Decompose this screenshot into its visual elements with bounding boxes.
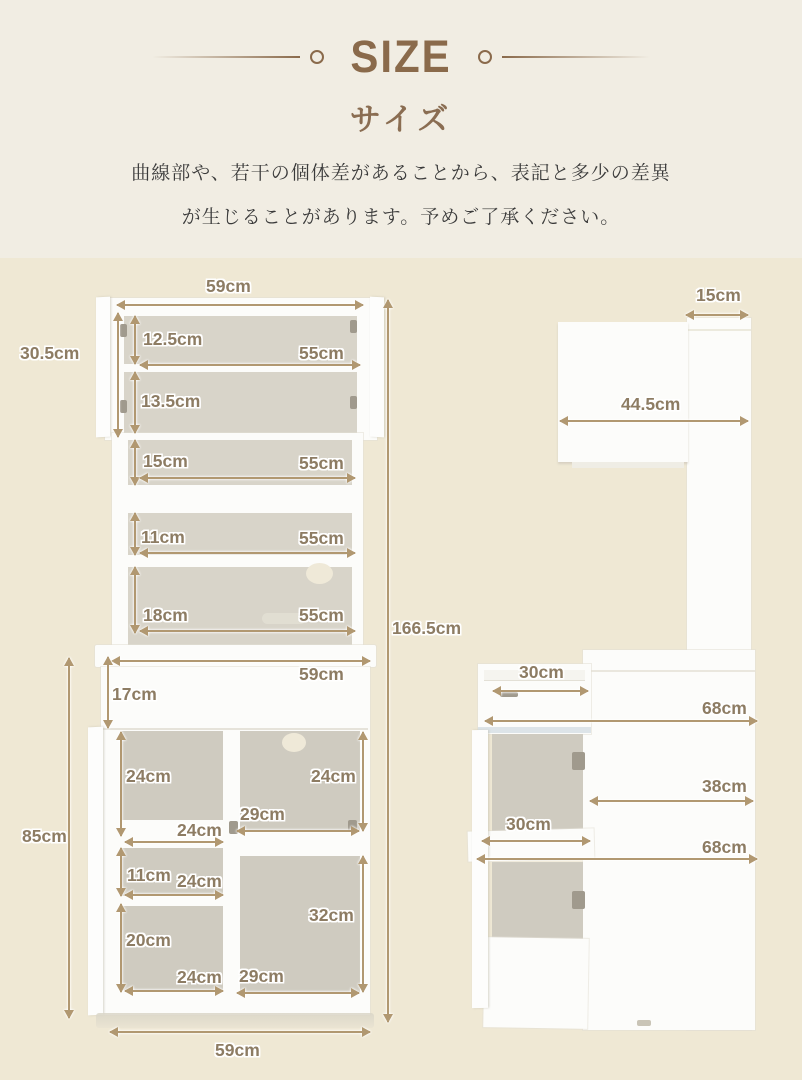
arrow-front-right-shelf-width [237, 830, 359, 832]
arrow-front-sec3-height [134, 440, 136, 485]
floor-shadow [96, 1013, 374, 1028]
arrow-front-right2-height [362, 856, 364, 992]
arrow-front-right1-height [362, 732, 364, 831]
arrow-front-sec4-width [140, 552, 355, 554]
arrow-side-slide-total [477, 858, 757, 860]
header-section [0, 0, 802, 258]
arrow-front-left3-width [125, 990, 223, 992]
deco-ring-right-icon [478, 50, 492, 64]
dim-front-right-shelf-width: 29cm [240, 804, 285, 824]
side-column-cap-line [687, 329, 751, 331]
dim-side-slide-total: 68cm [702, 837, 747, 857]
side-door-edge [472, 730, 488, 1008]
dim-front-total-height: 166.5cm [392, 618, 462, 638]
side-upper-box-step [572, 462, 684, 468]
hinge-mark [572, 752, 585, 770]
cable-hole [306, 563, 333, 584]
dim-front-top-width: 59cm [206, 276, 251, 296]
arrow-front-bottom-width [110, 1031, 370, 1033]
arrow-front-sec3-width [140, 477, 355, 479]
arrow-front-left1-width [125, 841, 223, 843]
side-base-mark [637, 1020, 651, 1026]
dim-side-drawer-pullout: 30cm [519, 662, 564, 682]
dim-side-drawer-total: 68cm [702, 698, 747, 718]
arrow-side-top-depth [686, 314, 748, 316]
arrow-side-upper-depth [560, 420, 748, 422]
dim-front-sec2-height: 13.5cm [141, 391, 201, 411]
dim-front-left1-width: 24cm [177, 820, 222, 840]
arrow-front-counter-width [112, 660, 370, 662]
drawer-slide-mark [500, 692, 518, 697]
dim-front-sec5-width: 55cm [299, 605, 344, 625]
arrow-front-upper-height [117, 313, 119, 437]
dim-front-left3-width: 24cm [177, 967, 222, 987]
dim-side-body-depth: 38cm [702, 776, 747, 796]
dim-front-lower-height: 85cm [22, 826, 67, 846]
dim-front-right2-height: 32cm [309, 905, 354, 925]
dim-front-counter-width: 59cm [299, 664, 344, 684]
dim-front-left2-height: 11cm [127, 865, 171, 885]
dim-side-slide-pullout: 30cm [506, 814, 551, 834]
dim-front-sec4-height: 11cm [141, 527, 185, 547]
hinge-mark [572, 891, 585, 909]
arrow-front-lower-height [68, 658, 70, 1018]
dim-front-upper-height: 30.5cm [20, 343, 80, 363]
arrow-front-right2-width [237, 992, 359, 994]
arrow-front-sec5-height [134, 567, 136, 633]
side-lower-door-front [483, 937, 589, 1029]
dim-front-sec1-width: 55cm [299, 343, 344, 363]
arrow-side-body-depth [590, 800, 753, 802]
dim-front-sec4-width: 55cm [299, 528, 344, 548]
title-row [0, 31, 802, 82]
arrow-front-left1-height [120, 732, 122, 836]
dim-front-sec1-height: 12.5cm [143, 329, 203, 349]
hinge-mark [350, 320, 357, 333]
dim-front-sec3-width: 55cm [299, 453, 344, 473]
side-upper-box [558, 322, 688, 462]
side-drawer-rail [478, 727, 591, 733]
dim-front-drawer-height: 17cm [112, 684, 157, 704]
deco-ring-left-icon [310, 50, 324, 64]
arrow-side-drawer-total [485, 720, 757, 722]
front-wall-door-left [96, 297, 110, 438]
deco-line-left [152, 56, 300, 58]
arrow-front-sec1-height [134, 316, 136, 364]
dim-side-upper-depth: 44.5cm [621, 394, 681, 414]
deco-line-right [502, 56, 650, 58]
page-title: SIZE [350, 31, 452, 82]
front-lower-door-left [88, 727, 103, 1016]
cable-hole [282, 733, 306, 752]
size-note-line2: が生じることがあります。予めご了承ください。 [181, 207, 621, 228]
hinge-mark [120, 400, 127, 413]
hinge-mark [120, 324, 127, 337]
arrow-side-slide-pullout [482, 840, 590, 842]
arrow-front-sec4-height [134, 513, 136, 555]
arrow-front-total-height [387, 300, 389, 1022]
arrow-side-drawer-pullout [493, 690, 588, 692]
dim-front-left3-height: 20cm [126, 930, 171, 950]
front-drawer-divider [103, 728, 368, 730]
front-wall-door-right [370, 297, 384, 438]
dim-front-bottom-width: 59cm [215, 1040, 260, 1060]
page-subtitle: サイズ [349, 102, 453, 138]
dim-front-right1-height: 24cm [311, 766, 356, 786]
arrow-front-left2-height [120, 848, 122, 896]
arrow-front-left3-height [120, 904, 122, 992]
arrow-front-drawer-height [107, 657, 109, 728]
arrow-front-left2-width [125, 894, 223, 896]
dim-front-left2-width: 24cm [177, 871, 222, 891]
arrow-front-sec2-height [134, 372, 136, 433]
arrow-front-top-width [117, 304, 363, 306]
hinge-mark [350, 396, 357, 409]
arrow-front-sec1-width [140, 364, 360, 366]
size-note-line1: 曲線部や、若干の個体差があることから、表記と多少の差異 [131, 163, 671, 184]
dim-front-sec3-height: 15cm [143, 451, 188, 471]
side-interior-lower [492, 862, 583, 940]
dim-front-sec5-height: 18cm [143, 605, 188, 625]
dim-front-right2-width: 29cm [239, 966, 284, 986]
side-counter-edge [583, 670, 755, 672]
dim-side-top-depth: 15cm [696, 285, 741, 305]
arrow-front-sec5-width [140, 630, 355, 632]
dim-front-left1-height: 24cm [126, 766, 171, 786]
